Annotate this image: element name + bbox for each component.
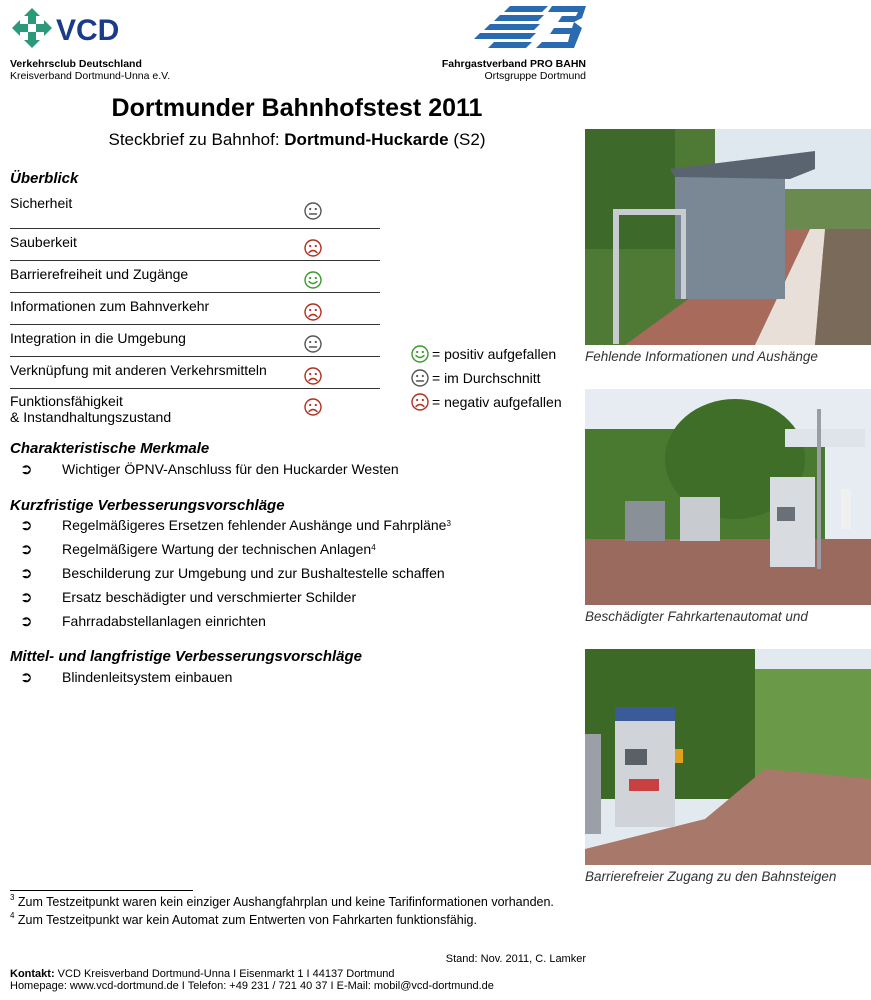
probahn-org-sub: Ortsgruppe Dortmund xyxy=(484,70,586,82)
neutral-face-icon xyxy=(304,202,322,220)
overview-row xyxy=(10,389,380,429)
legend-positive xyxy=(411,342,562,366)
arrow-bullet-icon: ➲ xyxy=(20,517,33,534)
footnote xyxy=(10,895,554,909)
photo-ticket-machine xyxy=(585,389,871,605)
overview-row xyxy=(10,325,380,357)
list-item xyxy=(10,585,451,609)
contact-info xyxy=(10,968,494,992)
footnote-ref: 4 xyxy=(371,542,376,552)
footnote-text: Zum Testzeitpunkt waren kein einziger Aushangfahrplan und keine Tarifinformationen vorhanden. xyxy=(14,895,554,909)
list-item xyxy=(10,457,399,481)
sad-face-icon xyxy=(304,303,322,321)
legend-positive-label: = positiv aufgefallen xyxy=(432,346,557,362)
smile-face-icon xyxy=(411,345,429,363)
arrow-bullet-icon: ➲ xyxy=(20,613,33,630)
footnote-number: 3 xyxy=(10,893,15,902)
long-term-heading: Mittel- und langfristige Verbesserungsvorschläge xyxy=(10,648,363,665)
neutral-face-icon xyxy=(411,369,429,387)
overview-label: Integration in die Umgebung xyxy=(10,330,186,346)
overview-label: Sauberkeit xyxy=(10,234,77,250)
list-item-text: Beschilderung zur Umgebung und zur Bushaltestelle schaffen xyxy=(62,565,445,581)
overview-label-line1: Funktionsfähigkeit xyxy=(10,393,123,409)
overview-label: Informationen zum Bahnverkehr xyxy=(10,298,210,314)
sad-face-icon xyxy=(304,239,322,257)
long-term-list xyxy=(10,665,232,689)
overview-label xyxy=(10,393,171,425)
footnote xyxy=(10,913,477,927)
short-term-heading: Kurzfristige Verbesserungsvorschläge xyxy=(10,497,285,514)
rating-legend xyxy=(411,342,562,414)
legend-neutral-label: = im Durchschnitt xyxy=(432,370,541,386)
overview-row xyxy=(10,229,380,261)
footnote-divider xyxy=(10,890,193,891)
short-term-list xyxy=(10,513,451,633)
legend-neutral xyxy=(411,366,562,390)
arrow-bullet-icon: ➲ xyxy=(20,565,33,582)
characteristics-heading: Charakteristische Merkmale xyxy=(10,440,210,457)
subtitle-suffix: (S2) xyxy=(448,130,486,149)
vcd-org-name: Verkehrsclub Deutschland xyxy=(10,58,142,70)
characteristics-list xyxy=(10,457,399,481)
sad-face-icon xyxy=(411,393,429,411)
list-item xyxy=(10,665,232,689)
contact-label: Kontakt: xyxy=(10,968,55,980)
overview-label: Sicherheit xyxy=(10,195,73,211)
photo-caption: Barrierefreier Zugang zu den Bahnsteigen xyxy=(585,869,837,884)
probahn-organization xyxy=(442,58,586,82)
smile-face-icon xyxy=(304,271,322,289)
overview-label: Barrierefreiheit und Zugänge xyxy=(10,266,189,282)
overview-row xyxy=(10,261,380,293)
probahn-org-name: Fahrgastverband PRO BAHN xyxy=(441,58,586,70)
list-item xyxy=(10,513,451,537)
list-item xyxy=(10,609,451,633)
overview-row xyxy=(10,293,380,325)
contact-details: Homepage: www.vcd-dortmund.de I Telefon: +49 231 / 721 40 37 I E-Mail: mobil@vcd-dortmund.de xyxy=(10,980,494,992)
page-title: Dortmunder Bahnhofstest 2011 xyxy=(111,94,483,122)
list-item-text: Regelmäßigere Wartung der technischen Anlagen xyxy=(62,541,372,557)
overview-row xyxy=(10,197,380,229)
overview-table xyxy=(10,197,380,429)
probahn-logo xyxy=(470,4,588,52)
list-item-text: Fahrradabstellanlagen einrichten xyxy=(62,613,266,629)
legend-negative xyxy=(411,390,562,414)
list-item xyxy=(10,537,451,561)
overview-heading: Überblick xyxy=(10,170,79,187)
sad-face-icon xyxy=(304,398,322,416)
list-item-text: Blindenleitsystem einbauen xyxy=(62,669,233,685)
contact-address: VCD Kreisverband Dortmund-Unna I Eisenmarkt 1 I 44137 Dortmund xyxy=(54,968,395,980)
arrow-bullet-icon: ➲ xyxy=(20,541,33,558)
photo-caption: Fehlende Informationen und Aushänge xyxy=(585,349,818,364)
arrow-bullet-icon: ➲ xyxy=(20,589,33,606)
vcd-org-sub: Kreisverband Dortmund-Unna e.V. xyxy=(10,70,171,82)
neutral-face-icon xyxy=(304,335,322,353)
photo-caption: Beschädigter Fahrkartenautomat und xyxy=(585,609,808,624)
station-name: Dortmund-Huckarde xyxy=(284,130,449,149)
overview-label: Verknüpfung mit anderen Verkehrsmitteln xyxy=(10,362,267,378)
arrow-bullet-icon: ➲ xyxy=(20,461,33,478)
footnote-number: 4 xyxy=(10,911,15,920)
photo-accessible-path xyxy=(585,649,871,865)
list-item-text: Wichtiger ÖPNV-Anschluss für den Huckarder Westen xyxy=(62,461,399,477)
subtitle-prefix: Steckbrief zu Bahnhof: xyxy=(108,130,285,149)
footnote-text: Zum Testzeitpunkt war kein Automat zum Entwerten von Fahrkarten funktionsfähig. xyxy=(14,913,477,927)
vcd-logo xyxy=(10,6,135,50)
page-subtitle xyxy=(0,130,594,150)
overview-row xyxy=(10,357,380,389)
photo-platform-shelter xyxy=(585,129,871,345)
overview-label-line2: & Instandhaltungszustand xyxy=(10,409,172,425)
vcd-organization xyxy=(10,58,170,82)
status-date: Stand: Nov. 2011, C. Lamker xyxy=(445,953,586,965)
legend-negative-label: = negativ aufgefallen xyxy=(432,394,562,410)
list-item xyxy=(10,561,451,585)
footnote-ref: 3 xyxy=(446,518,451,528)
list-item-text: Regelmäßigeres Ersetzen fehlender Aushänge und Fahrpläne xyxy=(62,517,447,533)
vcd-logo-text: VCD xyxy=(56,14,120,47)
arrow-bullet-icon: ➲ xyxy=(20,669,33,686)
list-item-text: Ersatz beschädigter und verschmierter Schilder xyxy=(62,589,357,605)
sad-face-icon xyxy=(304,367,322,385)
